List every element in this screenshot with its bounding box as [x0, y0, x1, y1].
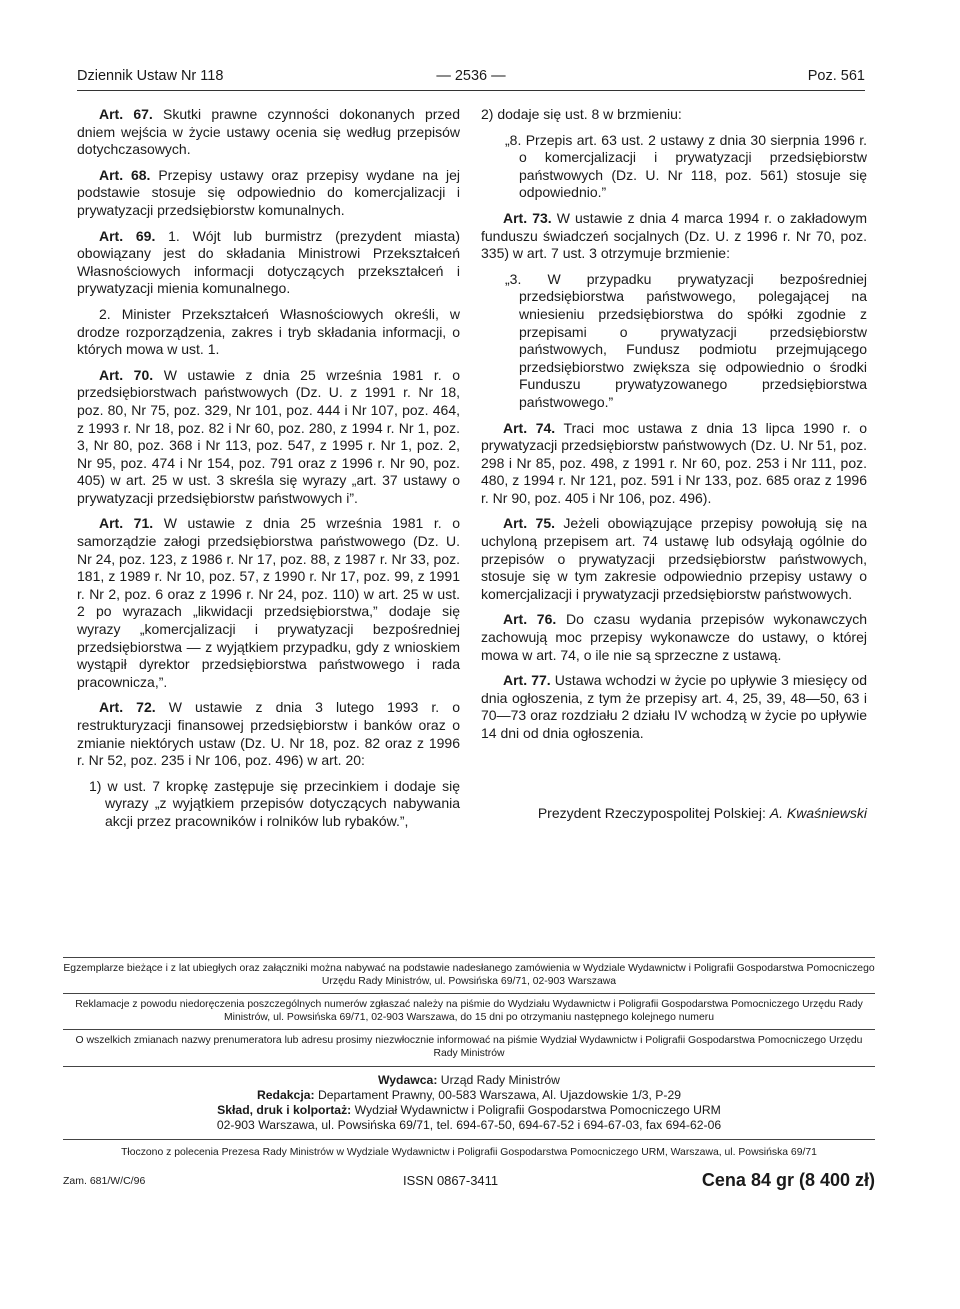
article-67-number: Art. 67. [99, 106, 153, 122]
publisher-address: 02-903 Warszawa, ul. Powsińska 69/71, tel. 694-67-50, 694-67-52 i 694-67-03, fax 694-62-06 [216, 1118, 722, 1132]
article-74-text: Traci moc ustawa z dnia 13 lipca 1990 r. o prywatyzacji przedsiębiorstw państwowych (Dz. U. Nr 51, poz. 298 i Nr 85, poz. 498, z 1991 r. Nr 60, poz. 253 i Nr 111, poz. 480, z 1994 r. Nr 121, poz. 591 i Nr 133, poz. 685 oraz z 1996 r. Nr 90, poz. 405 i Nr 106, poz. 496). [481, 419, 867, 506]
article-71-text: W ustawie z dnia 25 września 1981 r. o samorządzie załogi przedsiębiorstwa państwowego (Dz. U. Nr 24, poz. 123, z 1986 r. Nr 17, poz. 88, z 1987 r. Nr 33, poz. 181, z 1989 r. Nr 10, poz. 57, z 1990 r. Nr 17, poz. 99, z 1991 r. Nr 2, poz. 6 oraz z 1996 r. Nr 24, poz. 110) w art. 25 w ust. 2 po wyrazach „likwidacji przedsiębiorstwa,” dodaje się wyrazy „komercjalizacji i prywatyzacji bezpośredniej przedsiębiorstwa — z wyjątkiem przypadku, gdy z wnioskiem wystąpił dyrektor przedsiębiorstwa państwowego i rada pracownicza,”. [77, 515, 460, 690]
notice-address-change: O wszelkich zmianach nazwy prenumeratora lub adresu prosimy niezwłocznie informować na piśmie Wydział Wydawnictw i Poligrafii Gospodarstwa Pomocniczego Urzędu Rady Ministrów [75, 1035, 863, 1059]
article-67 [77, 106, 460, 159]
editorial-text: Departament Prawny, 00-583 Warszawa, Al. Ujazdowskie 1/3, P-29 [314, 1088, 682, 1102]
article-73-number: Art. 73. [503, 209, 552, 226]
divider [63, 1029, 875, 1030]
issn: ISSN 0867-3411 [403, 1173, 499, 1188]
article-74-number: Art. 74. [503, 419, 556, 436]
article-75-text: Jeżeli obowiązujące przepisy powołują się na uchyloną przepisem art. 74 ustawę lub odsyłają ogólnie do przepisów o prywatyzacji przedsiębiorstw państwowych, stosuje się w tym zakresie odpowiednio przepisy ustawy o komercjalizacji i prywatyzacji przedsiębiorstw państwowych. [481, 515, 868, 602]
article-74 [481, 420, 867, 508]
editorial-line [63, 1088, 875, 1103]
publisher-label: Wydawca: [378, 1073, 438, 1087]
position-number: Poz. 561 [807, 68, 865, 84]
printing-line [63, 1103, 875, 1118]
article-73-text: W ustawie z dnia 4 marca 1994 r. o zakładowym funduszu świadczeń socjalnych (Dz. U. z 1996 r. Nr 70, poz. 335) w art. 7 ust. 3 otrzymuje brzmienie: [481, 209, 867, 262]
quote-paragraph-8: „8. Przepis art. 63 ust. 2 ustawy z dnia 30 sierpnia 1996 r. o komercjalizacji i prywatyzacji przedsiębiorstw państwowych (Dz. U. Nr 118, poz. 561) stosuje się odpowiednio.” [505, 131, 867, 201]
journal-title: Dziennik Ustaw Nr 118 [77, 68, 224, 84]
article-76 [481, 611, 867, 664]
article-73 [481, 210, 867, 263]
article-77 [481, 672, 867, 742]
price: Cena 84 gr (8 400 zł) [701, 1170, 875, 1190]
article-70-text: W ustawie z dnia 25 września 1981 r. o przedsiębiorstwach państwowych (Dz. U. z 1991 r. Nr 18, poz. 80, Nr 75, poz. 329, Nr 101, poz. 444 i Nr 107, poz. 464, z 1993 r. Nr 18, poz. 82 i Nr 60, poz. 280, z 1994 r. Nr 1, poz. 3, Nr 80, poz. 368 i Nr 113, poz. 547, z 1995 r. Nr 1, poz. 2, Nr 95, poz. 474 i Nr 154, poz. 791 oraz z 1996 r. Nr 90, poz. 405) w art. 25 w ust. 3 skreśla się wyrazy „art. 37 ustawy o prywatyzacji przedsiębiorstw państwowych i”. [77, 366, 460, 506]
article-70-number: Art. 70. [99, 366, 154, 383]
notice-complaints: Reklamacje z powodu niedoręczenia poszczególnych numerów zgłaszać należy na piśmie do Wydziału Wydawnictw i Poligrafii Gospodarstwa Pomocniczego Urzędu Rady Ministrów, ul. Powsińska 69/71, 02-903 Warszawa, do 15 dni po otrzymaniu następnego kolejnego numeru [75, 999, 863, 1023]
printing-text: Wydział Wydawnictw i Poligrafii Gospodarstwa Pomocniczego URM [351, 1103, 721, 1117]
article-68-text: Przepisy ustawy oraz przepisy wydane na jej podstawie stosuje się odpowiednio do komercjalizacji i prywatyzacji przedsiębiorstw komunalnych. [77, 166, 460, 218]
article-72-item-1: 1) w ust. 7 kropkę zastępuje się przecinkiem i dodaje się wyrazy „z wyjątkiem przepisów dotyczących nabywania akcji przez pracowników i rolników lub rybaków.”, [89, 777, 460, 829]
signature-name: A. Kwaśniewski [769, 805, 867, 821]
page-footer [63, 1170, 875, 1192]
page-header [77, 68, 865, 91]
article-67-text: Skutki prawne czynności dokonanych przed dniem wejścia w życie ustawy ocenia się według przepisów dotychczasowych. [77, 106, 460, 158]
article-70 [77, 367, 460, 508]
editorial-label: Redakcja: [256, 1088, 315, 1102]
printing-label: Skład, druk i kolportaż: [217, 1103, 352, 1117]
article-77-text: Ustawa wchodzi w życie po upływie 3 miesięcy od dnia ogłoszenia, z tym że przepisy art. 4, 25, 39, 48—50, 63 i 70—73 oraz rozdziału 2 działu IV wchodzą w życie po upływie 14 dni od dnia ogłoszenia. [481, 672, 867, 741]
article-75-number: Art. 75. [503, 515, 555, 532]
article-77-number: Art. 77. [503, 672, 551, 689]
article-69-text: 1. Wójt lub burmistrz (prezydent miasta) obowiązany jest do składania Ministrowi Przekształceń Własnościowych informacji dotyczących przekształceń i prywatyzacji mienia komunalnego. [77, 227, 460, 297]
left-column [77, 106, 460, 839]
article-76-number: Art. 76. [503, 611, 557, 628]
quote-paragraph-3: „3. W przypadku prywatyzacji bezpośredniej przedsiębiorstwa państwowego, polegającej na wniesieniu przedsiębiorstwa do spółki zgodnie z przepisami o prywatyzacji przedsiębiorstw państwowych, Fundusz podmiotu przejmującego przedsiębiorstwo zwiększa się odpowiednio o środki Funduszu prywatyzowanego przedsiębiorstwa państwowego.” [505, 270, 867, 410]
article-69 [77, 228, 460, 298]
article-69-paragraph-2: 2. Minister Przekształceń Własnościowych określi, w drodze rozporządzenia, zakres i tryb składania informacji, o których mowa w ust. 1. [77, 305, 460, 358]
order-number: Zam. 681/W/C/96 [63, 1175, 146, 1187]
article-75 [481, 515, 867, 603]
article-68 [77, 167, 460, 220]
publisher-line [63, 1073, 875, 1088]
divider [63, 957, 875, 958]
page-number: — 2536 — [436, 68, 506, 84]
signature [481, 805, 867, 821]
article-69-number: Art. 69. [99, 227, 156, 244]
article-72-number: Art. 72. [99, 699, 156, 716]
divider [63, 993, 875, 994]
divider [63, 1139, 875, 1140]
article-68-number: Art. 68. [99, 166, 151, 183]
article-72-item-2: 2) dodaje się ust. 8 w brzmieniu: [481, 106, 682, 122]
notice-purchase: Egzemplarze bieżące i z lat ubiegłych oraz załączniki można nabywać na podstawie nadesłanego zamówienia w Wydziale Wydawnictw i Poligrafii Gospodarstwa Pomocniczego Urzędu Rady Ministrów, ul. Powsińska 69/71, 02-903 Warszawa [63, 963, 875, 987]
article-71 [77, 515, 460, 691]
publisher-info [63, 1073, 875, 1133]
article-76-text: Do czasu wydania przepisów wykonawczych zachowują moc przepisy wykonawcze do ustawy, o której mowa w art. 74, o ile nie są sprzeczne z ustawą. [481, 611, 867, 663]
right-column [481, 106, 867, 751]
publisher-text: Urząd Rady Ministrów [437, 1073, 560, 1087]
divider [63, 1066, 875, 1067]
article-72 [77, 699, 460, 769]
article-72-text: W ustawie z dnia 3 lutego 1993 r. o restrukturyzacji finansowej przedsiębiorstw i banków oraz o zmianie niektórych ustaw (Dz. U. Nr 18, poz. 82 oraz z 1996 r. Nr 52, poz. 235 i Nr 106, poz. 496) w art. 20: [77, 699, 460, 769]
article-71-number: Art. 71. [99, 515, 154, 532]
print-note: Tłoczono z polecenia Prezesa Rady Ministrów w Wydziale Wydawnictw i Poligrafii Gospodarstwa Pomocniczego URM, Warszawa, ul. Powsińska 69/71 [121, 1147, 817, 1158]
signature-label: Prezydent Rzeczypospolitej Polskiej: [537, 805, 770, 821]
